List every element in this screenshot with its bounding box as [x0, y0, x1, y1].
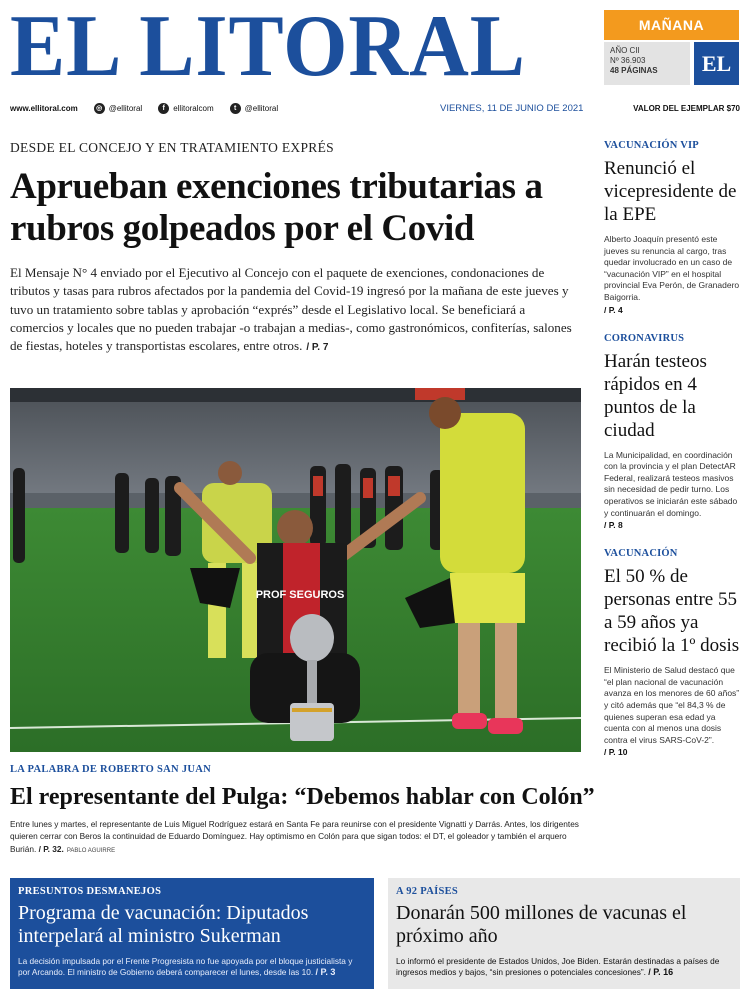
facebook-handle: ellitoralcom: [173, 103, 214, 113]
box-right-text-body: Lo informó el presidente de Estados Unidos, Joe Biden. Estarán destinadas a países de ingresos medios y bajos, “sin presiones o potenciales concesiones”.: [396, 956, 720, 978]
sidebar-text: La Municipalidad, en coordinación con la provincia y el plan DetectAR Federal, realizará testeos masivos sin necesidad de pedir turno. Los operativos se iniciarán este sábado y continuarán el domingo.: [604, 449, 738, 518]
secondary-kicker: LA PALABRA DE ROBERTO SAN JUAN: [10, 764, 212, 775]
main-lead: [10, 264, 582, 357]
sidebar-kicker: CORONAVIRUS: [604, 332, 685, 344]
main-story[interactable]: [10, 140, 582, 357]
edition-badge: MAÑANA: [604, 10, 739, 40]
sidebar-headline[interactable]: El 50 % de personas entre 55 a 59 años ya recibió la 1º dosis: [604, 566, 740, 657]
masthead: [0, 0, 750, 95]
main-lead-text: El Mensaje N° 4 enviado por el Ejecutivo al Concejo con el paquete de exenciones, condonaciones de tributos y tasas para rubros afectados por la pandemia del Covid-19 ingresó por la mañana de este jueves y tuvo un tratamiento sobre tablas y aprobación “exprés” desde el Legislativo local. Se beneficiará a comercios y locales que no pueden trabajar -o trabajan a medias-, como gastronómicos, confiterías, salones de fiestas, hoteles y transportistas escolares, entre otros.: [10, 265, 572, 354]
issue-price: VALOR DEL EJEMPLAR $70: [633, 103, 740, 113]
twitter-icon: t: [230, 103, 241, 114]
facebook-icon: f: [158, 103, 169, 114]
secondary-text-body: Entre lunes y martes, el representante de Luis Miguel Rodríguez estará en Santa Fe para reunirse con el presidente Vignatti y Darrás. Antes, los dirigentes quieren cerrar con Beros la continuidad de Eduardo Domínguez. Hay optimismo en Colón para que sigan todos: el DT, el goleador y también el arquero Burián.: [10, 819, 579, 854]
jersey-sponsor: PROF SEGUROS: [255, 589, 345, 601]
page-count: 48 PÁGINAS: [610, 66, 658, 75]
instagram-handle: @ellitoral: [108, 103, 143, 113]
sidebar-story-vip[interactable]: [604, 140, 740, 315]
instagram-icon: ◎: [94, 103, 105, 114]
stadium-roof: [10, 388, 581, 402]
box-right-page-ref[interactable]: / P. 16: [648, 967, 674, 978]
issue-info: [604, 42, 690, 85]
box-right-text: [396, 956, 732, 979]
box-left-page-ref[interactable]: / P. 3: [315, 967, 336, 978]
sidebar-page-ref[interactable]: / P. 8: [604, 520, 623, 531]
football-celebration-photo: [10, 388, 581, 752]
secondary-page-ref[interactable]: / P. 32.: [38, 843, 64, 854]
secondary-headline[interactable]: El representante del Pulga: “Debemos hablar con Colón”: [10, 784, 595, 810]
instagram-link[interactable]: [94, 103, 142, 114]
sidebar-kicker: VACUNACIÓN VIP: [604, 140, 699, 151]
main-page-ref[interactable]: / P. 7: [306, 342, 329, 354]
box-left-text: [18, 956, 366, 979]
sidebar-headline[interactable]: Renunció el vicepresidente de la EPE: [604, 158, 737, 225]
twitter-handle: @ellitoral: [244, 103, 279, 113]
sidebar-story-vacunacion[interactable]: [604, 548, 740, 757]
website-link[interactable]: www.ellitoral.com: [10, 103, 78, 113]
box-left-headline[interactable]: Programa de vacunación: Diputados interpelará al ministro Sukerman: [18, 902, 309, 947]
sidebar-text: Alberto Joaquín presentó este jueves su renuncia al cargo, tras quedar involucrado en un caso de “vacunación VIP” en el hospital provincial Eva Perón, de Granadero Baigorria.: [604, 234, 740, 302]
issue-number: Nº 36.903: [610, 56, 646, 65]
twitter-link[interactable]: [230, 103, 278, 114]
issue-date: VIERNES, 11 DE JUNIO DE 2021: [440, 102, 584, 114]
info-bar: [10, 98, 740, 118]
secondary-text: [10, 818, 582, 857]
main-headline[interactable]: Aprueban exenciones tributarias a rubros golpeados por el Covid: [10, 166, 543, 249]
bottom-story-right[interactable]: [388, 878, 740, 989]
facebook-link[interactable]: [158, 103, 213, 114]
sidebar-story-testeos[interactable]: [604, 333, 740, 531]
box-left-kicker: PRESUNTOS DESMANEJOS: [18, 886, 162, 897]
sidebar-headline[interactable]: Harán testeos rápidos en 4 puntos de la ciudad: [604, 350, 707, 441]
sidebar-text: El Ministerio de Salud destacó que “el plan nacional de vacunación avanza en los menores de 60 años” y citó además que “el 84,3 % de quienes superan esa edad ya cuenta con al menos una dosis contra el virus SARS-CoV-2”.: [604, 665, 740, 745]
issue-year: AÑO CII: [610, 46, 640, 55]
mini-logo: EL: [694, 42, 739, 85]
sidebar-page-ref[interactable]: / P. 4: [604, 304, 623, 315]
newspaper-logo[interactable]: EL LITORAL: [10, 0, 526, 95]
box-left-text-body: La decisión impulsada por el Frente Progresista no fue apoyada por el bloque justicialista y por Arcando. El ministro de Gobierno deberá comparecer el lunes, desde las 10.: [18, 956, 353, 978]
lead-photo[interactable]: [10, 388, 581, 752]
sidebar: [604, 140, 740, 769]
secondary-author: PABLO AGUIRRE: [66, 847, 116, 854]
bottom-story-left[interactable]: [10, 878, 374, 989]
box-right-kicker: A 92 PAÍSES: [396, 886, 459, 897]
main-kicker: DESDE EL CONCEJO Y EN TRATAMIENTO EXPRÉS: [10, 140, 334, 155]
sidebar-kicker: VACUNACIÓN: [604, 548, 678, 560]
box-right-headline[interactable]: Donarán 500 millones de vacunas el próximo año: [396, 902, 687, 947]
sidebar-page-ref[interactable]: / P. 10: [604, 747, 628, 758]
